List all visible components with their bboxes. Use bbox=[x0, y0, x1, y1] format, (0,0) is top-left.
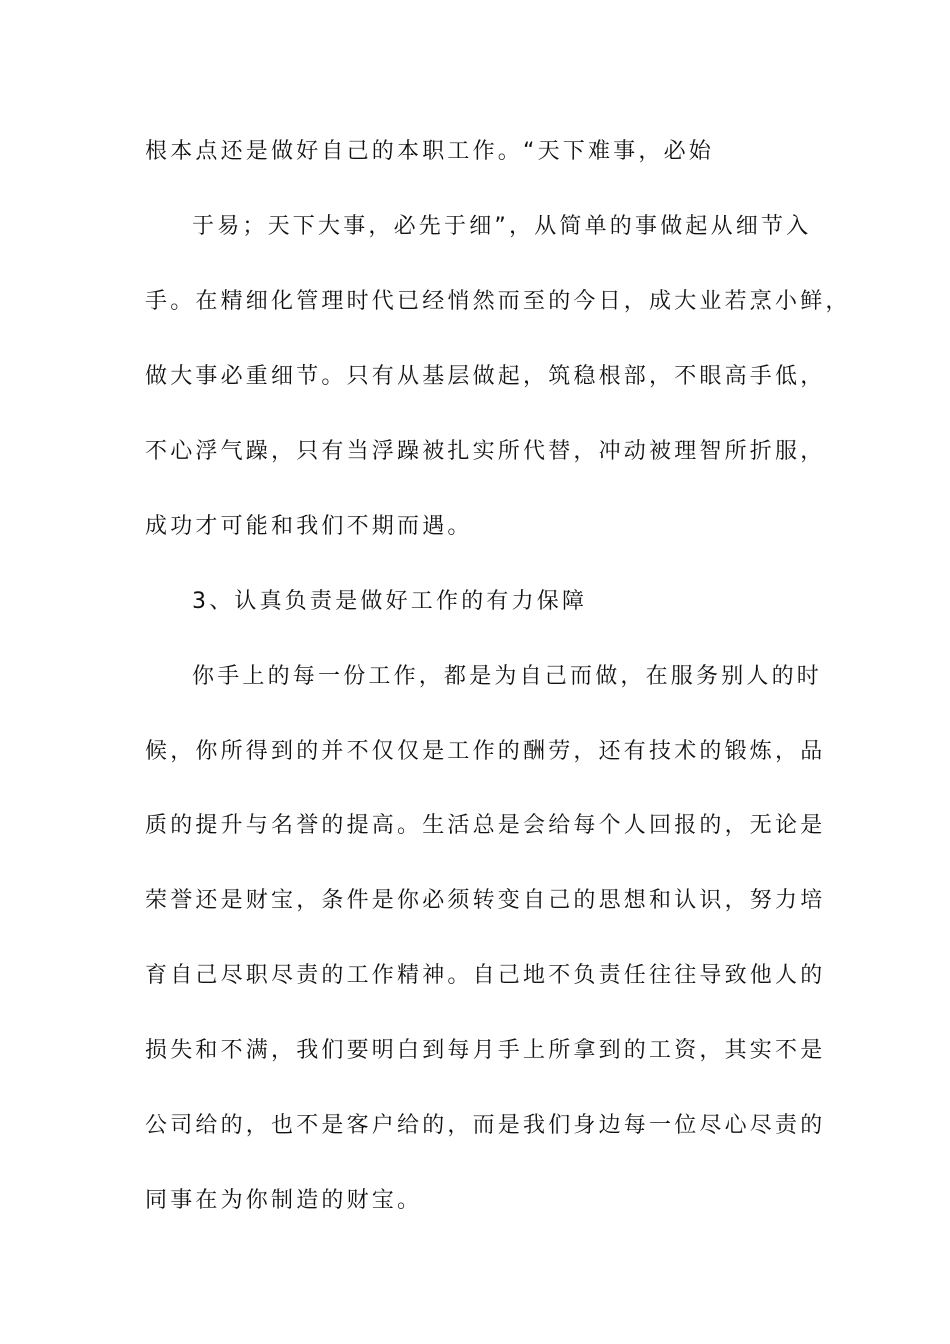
text-line-9: 候，你所得到的并不仅仅是工作的酬劳，还有技术的锻炼，品 bbox=[145, 739, 826, 764]
text-line-2: 于易；天下大事，必先于细”，从简单的事做起从细节入 bbox=[192, 214, 812, 239]
text-line-5: 不心浮气躁，只有当浮躁被扎实所代替，冲动被理智所折服， bbox=[145, 439, 826, 464]
text-line-1: 根本点还是做好自己的本职工作。“天下难事，必始 bbox=[145, 139, 714, 164]
text-line-6: 成功才可能和我们不期而遇。 bbox=[145, 514, 473, 539]
text-line-10: 质的提升与名誉的提高。生活总是会给每个人回报的，无论是 bbox=[145, 813, 826, 838]
section-heading: 3、认真负责是做好工作的有力保障 bbox=[192, 589, 588, 614]
text-line-11: 荣誉还是财宝，条件是你必须转变自己的思想和认识，努力培 bbox=[145, 888, 826, 913]
text-line-4: 做大事必重细节。只有从基层做起，筑稳根部，不眼高手低， bbox=[145, 364, 826, 389]
text-line-14: 公司给的，也不是客户给的，而是我们身边每一位尽心尽责的 bbox=[145, 1113, 826, 1138]
text-line-12: 育自己尽职尽责的工作精神。自己地不负责任往往导致他人的 bbox=[145, 963, 826, 988]
text-line-13: 损失和不满，我们要明白到每月手上所拿到的工资，其实不是 bbox=[145, 1038, 826, 1063]
text-line-8: 你手上的每一份工作，都是为自己而做，在服务别人的时 bbox=[192, 664, 823, 689]
text-line-15: 同事在为你制造的财宝。 bbox=[145, 1188, 423, 1213]
text-line-3: 手。在精细化管理时代已经悄然而至的今日，成大业若烹小鲜， bbox=[145, 289, 851, 314]
